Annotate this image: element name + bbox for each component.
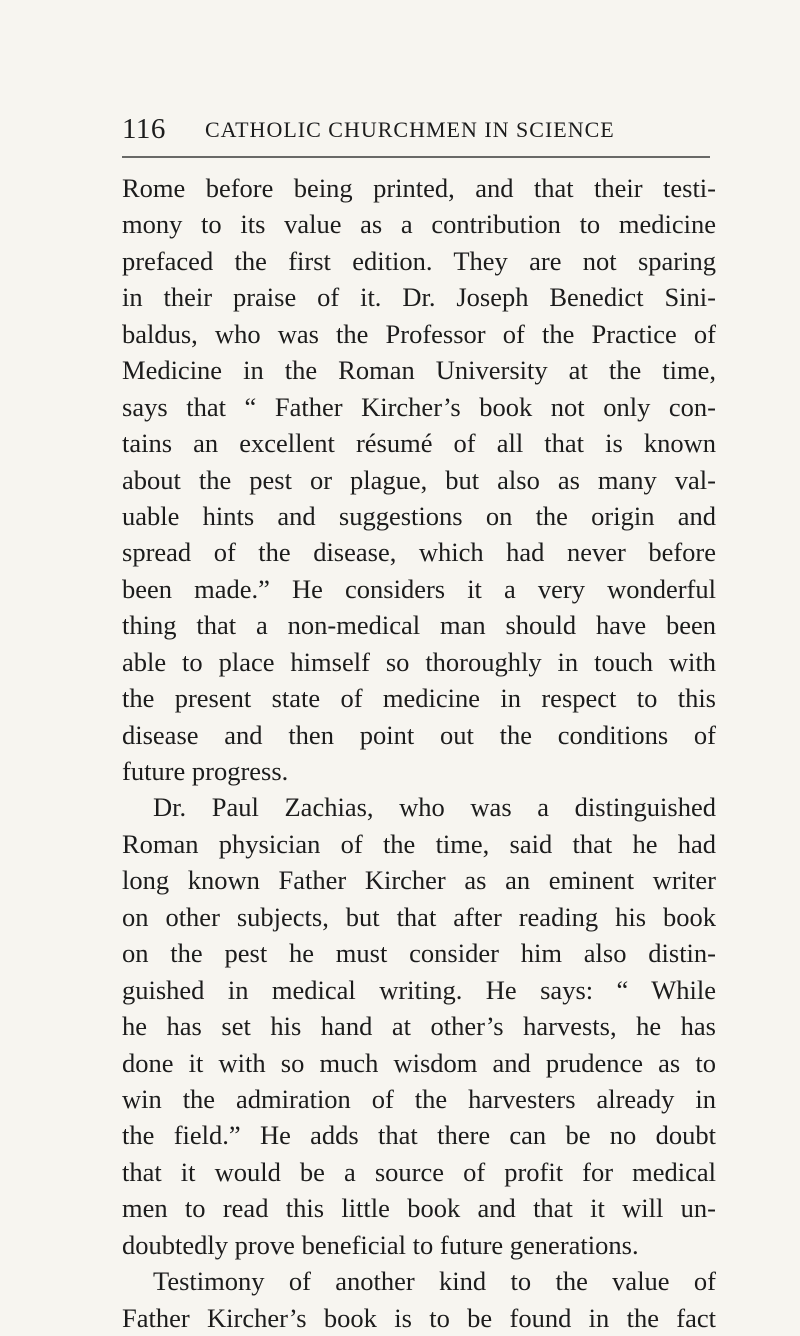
- text-line: tains an excellent résumé of all that is known: [122, 428, 716, 459]
- paragraph-last-line: future progress.: [122, 756, 289, 786]
- body-text: [122, 170, 716, 1336]
- text-line: long known Father Kircher as an eminent writer: [122, 865, 716, 896]
- text-line: the present state of medicine in respect to this: [122, 683, 716, 714]
- text-line: able to place himself so thoroughly in touch with: [122, 646, 716, 677]
- text-line: Roman physician of the time, said that he had: [122, 828, 716, 859]
- text-line: been made.” He considers it a very wonderful: [122, 573, 716, 604]
- text-line: Medicine in the Roman University at the time,: [122, 355, 716, 386]
- running-head: CATHOLIC CHURCHMEN IN SCIENCE: [205, 117, 615, 142]
- paragraph-last-line: doubtedly prove beneficial to future generations.: [122, 1229, 639, 1260]
- text-line: guished in medical writing. He says: “ While: [122, 974, 716, 1005]
- text-line: done it with so much wisdom and prudence as to: [122, 1047, 716, 1078]
- text-line: on the pest he must consider him also distin-: [122, 938, 716, 969]
- text-line: in their praise of it. Dr. Joseph Benedict Sini-: [122, 282, 716, 313]
- page-number: 116: [122, 113, 166, 145]
- text-line: men to read this little book and that it will un-: [122, 1193, 716, 1224]
- text-line: disease and then point out the conditions of: [122, 719, 716, 750]
- header-rule: [122, 156, 710, 158]
- page-header: [122, 112, 710, 146]
- text-line: Father Kircher’s book is to be found in the fact: [122, 1302, 716, 1333]
- text-line: win the admiration of the harvesters already in: [122, 1083, 716, 1114]
- text-line: says that “ Father Kircher’s book not only con-: [122, 391, 716, 422]
- text-line: the field.” He adds that there can be no doubt: [122, 1120, 716, 1151]
- text-line: baldus, who was the Professor of the Practice of: [122, 318, 716, 349]
- text-line: uable hints and suggestions on the origin and: [122, 500, 716, 531]
- text-line: thing that a non-medical man should have been: [122, 610, 716, 641]
- text-line: spread of the disease, which had never before: [122, 537, 716, 568]
- text-line: he has set his hand at other’s harvests, he has: [122, 1011, 716, 1042]
- text-line: prefaced the first edition. They are not sparing: [122, 245, 716, 276]
- text-line: mony to its value as a contribution to medicine: [122, 209, 716, 240]
- text-line: on other subjects, but that after reading his book: [122, 901, 716, 932]
- text-line: that it would be a source of profit for medical: [122, 1156, 716, 1187]
- paragraph-first-line: Dr. Paul Zachias, who was a distinguished: [153, 792, 716, 823]
- text-line: Rome before being printed, and that their testi-: [122, 173, 716, 203]
- paragraph-first-line: Testimony of another kind to the value of: [153, 1266, 716, 1297]
- text-line: about the pest or plague, but also as many val-: [122, 464, 716, 495]
